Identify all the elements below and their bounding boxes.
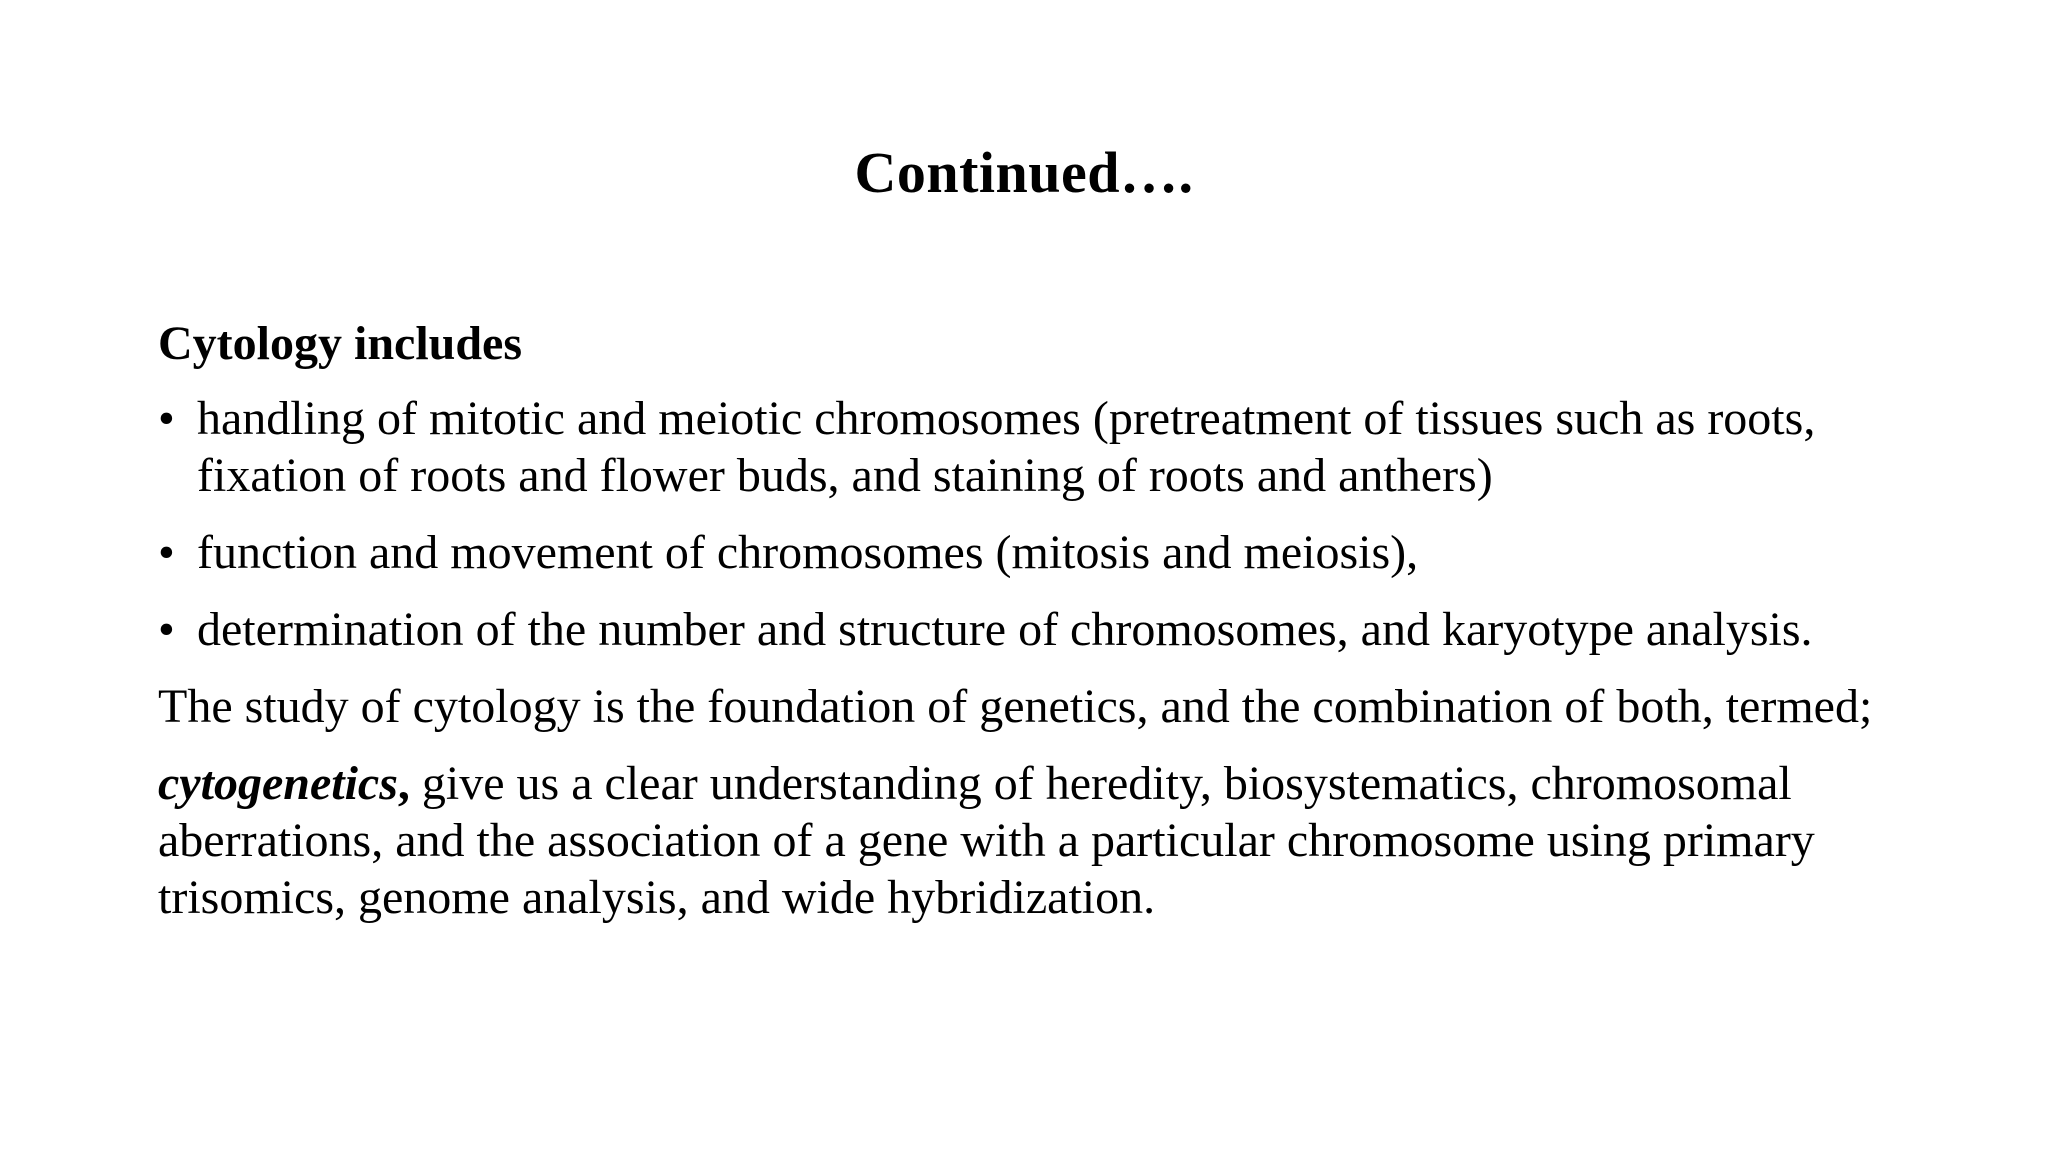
bullet-text: determination of the number and structure of chromosomes, and karyotype analysis. bbox=[197, 603, 1813, 656]
bullet-text: handling of mitotic and meiotic chromosomes (pretreatment of tissues such as roots, fixation of roots and flower buds, and staining of roots and anthers) bbox=[197, 392, 1816, 502]
bullet-icon: • bbox=[158, 603, 175, 656]
bullet-text: function and movement of chromosomes (mitosis and meiosis), bbox=[197, 526, 1419, 579]
list-item bbox=[158, 390, 1918, 504]
bullet-icon: • bbox=[158, 526, 175, 579]
slide-title: Continued…. bbox=[854, 140, 1194, 205]
term-cytogenetics: cytogenetics bbox=[158, 757, 398, 810]
term-comma: , bbox=[397, 757, 410, 810]
paragraph-cytogenetics-text: give us a clear understanding of heredity, biosystematics, chromosomal aberrations, and the association of a gene with a particular chromosome using primary trisomics, genome analysis, and wide hybridization. bbox=[158, 757, 1815, 924]
bullet-list bbox=[158, 390, 1918, 658]
list-item bbox=[158, 601, 1918, 658]
slide-body bbox=[158, 315, 1918, 946]
list-item bbox=[158, 524, 1918, 581]
section-heading: Cytology includes bbox=[158, 317, 523, 370]
bullet-icon: • bbox=[158, 392, 175, 445]
paragraph-foundation: The study of cytology is the foundation of genetics, and the combination of both, termed; bbox=[158, 680, 1873, 733]
paragraph-cytogenetics bbox=[158, 755, 1918, 926]
